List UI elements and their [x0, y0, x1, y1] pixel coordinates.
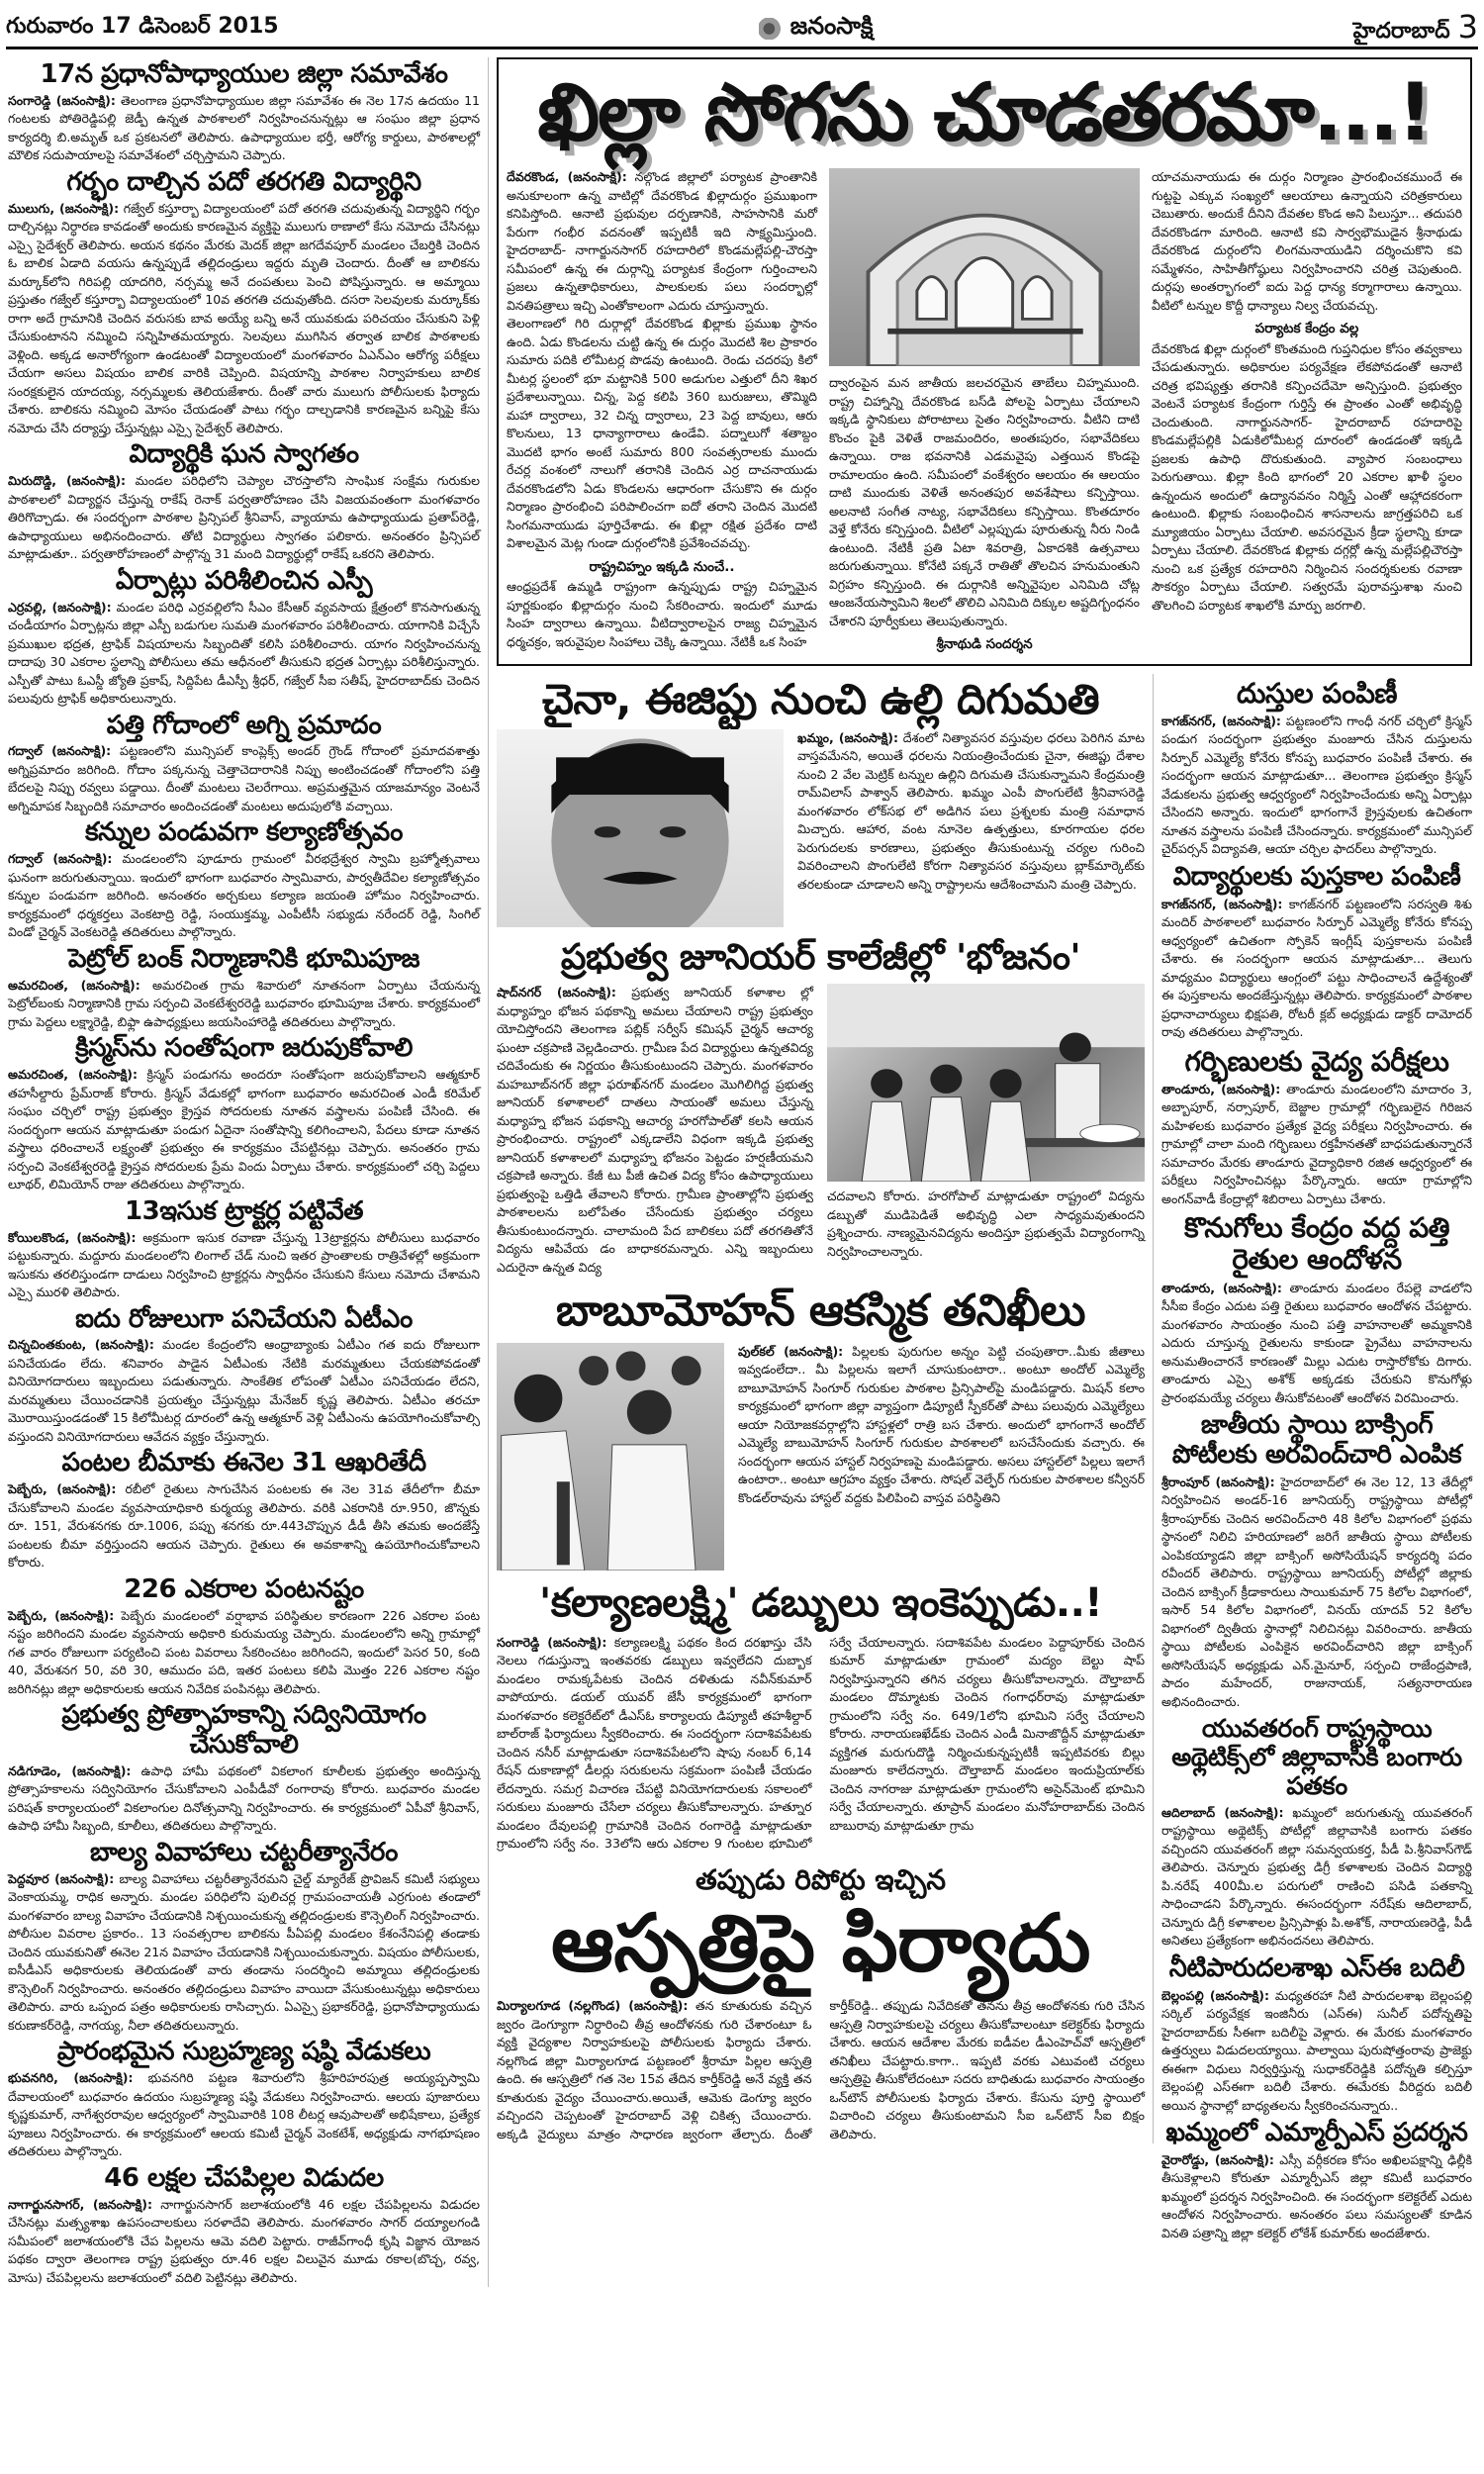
dateline: చిన్నచింతకుంట, (జనంసాక్షి):: [8, 1337, 154, 1353]
article-text: అమరచింత గ్రామ శివారులో నూతనంగా ఏర్పాటు చేయనున్న పెట్రోల్‌బంకు నిర్మాణానికి గ్రామ సర్పంచి వెంకటేశ్వరరెడ్డి బుధవారం భూమిపూజ చేశారు. కార్యక్రమంలో గ్రామ పెద్దలు లక్ష్మారెడ్డి, బిఫ్లా ఉపాధ్యక్షులు జయసింహారెడ్డి తదితరులు పాల్గొన్నారు.: [8, 977, 481, 1029]
dateline: ఆదిలాబాద్ (జనంసాక్షి):: [1161, 1804, 1284, 1820]
dateline: కాగజ్‌నగర్, (జనంసాక్షి):: [1161, 713, 1281, 728]
news-article: [8, 2164, 480, 2287]
article-headline: బాబూమోహన్ ఆకస్మిక తనిఖీలు: [555, 1285, 1086, 1337]
article-body: [8, 1762, 480, 1836]
news-article: [1161, 678, 1472, 859]
subheading: శ్రీనాథుడి సందర్శన: [936, 636, 1033, 652]
fort-arch-photo: [829, 168, 1140, 366]
article-text: గజ్వేల్ కస్తూర్బా విద్యాలయంలో పదో తరగతి చదువుతున్న విద్యార్థిని గర్భం దాల్చినట్లు నిర్ధారణ కావడంతో అందుకు కారణమైన వ్యక్తిపై ములుగు ఠాణాలో కేసు నమోదు చేసినట్లు ఎస్సై సైదేశ్వర్ తెలిపారు. అయన కథనం మేరకు మెదక్ జిల్లా జగదేవపూర్ మండలం చేబర్తికి చెందిన ఓ బాలిక ఏడాది వయసు ఉన్నప్పుడే తల్లిదండ్రులు ఇద్దరు మృతి చెందారు. దీంతో ఆ బాలికను మర్కూక్‌లోని గిరిపల్లి యాదగిరి, నర్సమ్మ అనే దంపతులు పెంచి పోషిస్తున్నారు. ఆ అమ్మాయి ప్రస్తుతం గజ్వేల్ కస్తూర్బా విద్యాలయంలో 10వ తరగతి చదువుతోంది. దసరా సెలవులకు మర్కూక్‌కు రాగా అదే గ్రామానికి చెందిన వరుసకు బావ అయ్యే బన్ని అనే యువకుడు పరిచయం చేసుకుని పెళ్లి చేసుకుంటానని నమ్మించి సన్నిహితమయ్యారు. సెలవులు ముగిసిన తర్వాత బాలిక పాఠశాలకు వెళ్లింది. అక్కడ అనారోగ్యంగా ఉండటంతో విద్యాలయంలో మంగళవారం ఏఎన్‌ఎం ఆరోగ్య పరీక్షలు చేయగా అసలు విషయం బాలిక వారికి చెప్పింది. విషయాన్ని పాఠశాల నిర్వాహకులు బాలిక సంరక్షకులైన యాదయ్య, నర్సమ్మలకు తెలియజేశారు. దీంతో వారు ములుగు పోలీసులకు ఫిర్యాదు చేశారు. బాలికను నమ్మించి మోసం చేయడంతో పాటు గర్భం దాల్చడానికి కారణమైన బన్నిపై కేసు నమోదు చేసి దర్యాప్తు చేస్తున్నట్లు ఎస్సై సైదేశ్వర్ తెలిపారు.: [8, 200, 480, 435]
article-text: అక్రమంగా ఇసుక రవాణా చేస్తున్న 13ట్రాక్టర్లను పోలీసులు బుధవారం పట్టుకున్నారు. మద్దూరు మండలంలోని లింగాల్ చేడ్ నుంచి ఇతర ప్రాంతాలకు రాత్రివేళల్లో అక్రమంగా ఇసుకను తరలిస్తుండగా దాడులు నిర్వహించి ట్రాక్టర్లను స్వాధీనం చేసుకుని కేసులు నమోదు చేశామని ఎస్సై మురళి తెలిపారు.: [8, 1229, 480, 1300]
article-body: [1161, 2151, 1472, 2243]
article-body: [8, 977, 480, 1032]
article-body: [8, 742, 480, 815]
dateline: అమరచింత, (జనంసాక్షి):: [8, 977, 140, 993]
news-article: [8, 1034, 480, 1193]
article-body: [8, 200, 480, 438]
logo-text: జనంసాక్షి: [789, 11, 874, 40]
subheading: రాష్ట్రచిహ్నం ఇక్కడి నుంచే..: [589, 558, 735, 575]
article-body: [507, 168, 817, 315]
article-headline: ఏర్పాట్లు పరిశీలించిన ఎస్పీ: [115, 565, 373, 596]
dateline: వైరారోడ్డు, (జనంసాక్షి):: [1161, 2151, 1274, 2167]
hospital-complaint-article: [497, 1863, 1145, 2144]
article-body: [1161, 1280, 1472, 1408]
news-article: [8, 1197, 480, 1302]
article-body: [497, 1997, 1145, 2143]
news-article: [1161, 1954, 1472, 2115]
middle-news-column: [497, 674, 1154, 2144]
dateline: నడిగూడెం, (జనంసాక్షి):: [8, 1762, 132, 1778]
article-text: తాండూరు మండలంలోని మాదారం 3, అబ్బాపూర్, నర్సాపూర్, బెజ్జాల గ్రామాల్లో గర్భిణులైన గిరిజన మహిళలకు బుధవారం ప్రత్యేక వైద్య పరీక్షలు నిర్వహించారు. ఈ గ్రామాల్లో చాలా మంది గర్భిణులు రక్తహీనతతో బాధపడుతున్నారనే సమాచారం మేరకు తాండూరు వైద్యాధికారి రజిత ఆధ్వర్యంలో ఈ పరీక్షలు నిర్వహించినట్లు పేర్కొన్నారు. ఆయా గ్రామాల్లోని అంగన్‌వాడీ కేంద్రాల్లో శిబిరాలు ఏర్పాటు చేశారు.: [1161, 1081, 1473, 1206]
onion-import-article: [497, 676, 1145, 927]
news-article: [8, 1449, 480, 1571]
article-headline: గర్భిణులకు వైద్య పరీక్షలు: [1184, 1044, 1449, 1078]
article-headline: చైనా, ఈజిప్టు నుంచి ఉల్లి దిగుమతి: [541, 674, 1100, 723]
feature-column-3: [1152, 168, 1462, 615]
feature-column-1: [507, 168, 817, 651]
feature-story-box: [497, 57, 1472, 666]
article-headline: పత్తి గోదాంలో అగ్ని ప్రమాదం: [106, 710, 382, 740]
dateline: ఎర్రవల్లి, (జనంసాక్షి):: [8, 599, 112, 615]
article-headline: క్రిస్మస్‌ను సంతోషంగా జరుపుకోవాలి: [75, 1033, 413, 1064]
article-headline: 13ఇసుక ట్రాక్టర్ల పట్టివేత: [125, 1195, 363, 1226]
article-text: పెబ్బేరు మండలంలో వర్షాభావ పరిస్థితుల కారణంగా 226 ఎకరాల పంట నష్టం జరిగిందని మండల వ్యవసాయ అధికారి కురుమయ్య చెప్పారు. మండలంలోని అన్ని గ్రామాల్లో గత వారం రోజులుగా పర్యటించి పంట వివరాలు సేకరించటం జరిగిందని, ఇందులో పెసర 50, కంది 40, వేరుశనగ 50, వరి 30, ఆముదం పది, ఇతర పంటలు కలిపి మొత్తం 226 ఎకరాల నష్టం జరిగినట్లు జిల్లా అధికారులకు ఆయన నివేదిక పంపినట్లు తెలిపారు.: [8, 1607, 480, 1696]
article-body: [8, 92, 480, 165]
left-news-column: [8, 57, 489, 2287]
article-body: [8, 1607, 480, 1699]
article-text: కాగజ్‌నగర్ పట్టణంలోని సరస్వతి శిశు మందిర్ పాఠశాలలో బుధవారం సిర్పూర్ ఎమ్మెల్యే కోనేరు కోనప్ప ఆధ్వర్యంలో ఉచితంగా స్పోకెన్ ఇంగ్లీష్ పుస్తకాలను పంపిణీ చేశారు. ఈ సందర్భంగా ఆయన మాట్లాడుతూ... తెలుగు మాధ్యమం విద్యార్థులు ఆంగ్లంలో పట్టు సాధించాలనే ఉద్దేశ్యంతో ఈ పుస్తకాలను అందజేస్తున్నట్లు తెలిపారు. కార్యక్రమంలో పాఠశాల ప్రధానాచార్యులు భిక్షపతి, రోటరీ క్లబ్ అధ్యక్షుడు డాక్టర్ దామోదర్ రావు తదితరులు పాల్గొన్నారు.: [1161, 896, 1472, 1040]
article-headline: నీటిపారుదలశాఖ ఎస్‌ఈ బదిలీ: [1168, 1952, 1465, 1983]
headline-kicker: తప్పుడు రిపోర్టు ఇచ్చిన: [695, 1862, 947, 1896]
news-article: [1161, 1411, 1472, 1711]
dateline: అమరచింత, (జనంసాక్షి):: [8, 1067, 138, 1083]
article-headline: 46 లక్షల చేపపిల్లల విడుదల: [104, 2162, 384, 2193]
news-article: [8, 818, 480, 941]
dateline: సంగారెడ్డి (జనంసాక్షి):: [8, 92, 116, 108]
article-headline: పెట్రోల్ బంక్ నిర్మాణానికి భూమిపూజ: [67, 943, 420, 974]
article-text: చదవాలని కోరారు. హరగోపాల్ మాట్లాడుతూ రాష్ట్రంలో విద్యను డబ్బుతో ముడిపెడితే అభివృద్ధి ఎలా సాధ్యమవుతుందని ప్రశ్నించారు. నాణ్యమైనవిద్యను అందిస్తూ ప్రభుత్వమే విద్యారంగాన్ని నిర్వహించాలన్నారు.: [827, 1189, 1145, 1259]
article-text: రబీలో రైతులు సాగుచేసిన పంటలకు ఈ నెల 31వ తేదీలోగా బీమా చేసుకోవాలని మండల వ్యవసాయాధికారి కుర్మయ్య తెలిపారు. వరికి ఎకరానికి రూ.950, జొన్నకు రూ. 151, వేరుశనగకు రూ.1006, పప్పు శనగకు రూ.443చొప్పున డీడీ తీసి తమకు అందజేస్తే పంటలకు బీమా వర్తిస్తుందని ఆయన చెప్పారు. రైతులు ఈ అవకాశాన్ని ఉపయోగించుకోవాలని కోరారు.: [8, 1481, 480, 1570]
news-article: [1161, 863, 1472, 1042]
article-headline: ఖమ్మంలో ఎమ్మార్పీఎస్ ప్రదర్శన: [1165, 2118, 1468, 2148]
article-headline: విద్యార్థులకు పుస్తకాల పంపిణీ: [1172, 861, 1461, 892]
article-body: [1161, 1987, 1472, 2116]
article-text: ద్వారంపైన మన జాతీయ జలచరమైన తాబేలు చిహ్నముంది. రాష్ట్ర చిహ్నాన్ని దేవరకొండ బస్‌డి పోలపై ఏర్పాటు చేయాలని ఇక్కడి స్థానికులు పోరాటాలు సైతం నిర్వహించారు. వీటిని దాటి కొంచం పైకి వెళితే రాజమందిరం, అంతఃపురం, సభావేదికలు ఉన్నాయి. రాజ భవనానికి ఎడమవైపు ఎత్తయిన కొండపై రామాలయం ఉంది. సమీపంలో వంకేశ్వరం ఆలయం ఈ ఆలయం దాటి ముందుకు వెళితే అనంతపుర అవశేషాలు కన్పిస్తాయి. అలనాటి సంగీత నాట్య, సభావేదికలు కన్పిస్తాయి. కొంతదూరం వెళ్తే కోనేరు కన్పిస్తుంది. వీటిలో ఎల్లప్పుడు పూరుతున్న నీరు నిండి ఉంటుంది. నేటికీ ప్రతి ఏటా శివరాత్రి, ఏకాదశికి ఉత్సవాలు జరుగుతున్నాయి. కోనేటి పక్కనే రాతితో తొలచిన హనుమంతుని విగ్రహం కన్పిస్తుంది. ఈ దుర్గానికి అన్నివైపుల ఎనిమిది చోట్ల ఆంజనేయస్వామిని శిలలో తొలిచి ఎనిమిది దిక్కుల అష్టదిగ్బంధనం చేశారని పూర్వీకులు తెలుపుతున్నారు.: [829, 375, 1140, 628]
article-headline: బాల్య వివాహాలు చట్టరీత్యానేరం: [90, 1837, 398, 1867]
portrait-illustration: [497, 729, 784, 927]
lower-area: [497, 674, 1472, 2243]
feature-column-2: [829, 168, 1140, 656]
news-article: [8, 440, 480, 563]
edition-info: [1353, 8, 1478, 48]
masthead: [6, 10, 1478, 49]
article-text: కల్యాణలక్ష్మి పథకం కింద దరఖాస్తు చేసి నెలలు గడుస్తున్నా ఇంతవరకు డబ్బులు ఇవ్వలేదని దుబ్బాక మండలం రామక్కపేటకు చెందిన దళితుడు నవీన్‌కుమార్ వాపోయారు. డయల్ యువర్ జేసీ కార్యక్రమంలో భాగంగా మంగళవారం కలెక్టరేట్‌లో డీఎస్‌ఓ కార్యాలయ డిప్యూటీ తహశీల్దార్ బాల్‌రాజ్ ఫిర్యాదులు స్వీకరించారు. ఈ సందర్భంగా సదాశివపేటకు చెందిన నసీర్ మాట్లాడుతూ సదాశివపేటలోని షాపు నంబర్ 6,14 రేషన్ దుకాణాల్లో డీలర్లు సరుకులను సక్రమంగా పంపిణీ చేయడం లేదన్నారు. సమగ్ర విచారణ చేపట్టి వినియోగదారులకు సకాలంలో సరుకులు మంజూరు చేసేలా చర్యలు తీసుకోవాలన్నారు. హత్నూర మండలం దేవులపల్లి గ్రామానికి చెందిన రంగారెడ్డి మాట్లాడుతూ గ్రామంలోని సర్వే నం. 33లోని ఆరు ఎకరాల 9 గుంటల భూమిలో సర్వే చేయాలన్నారు. సదాశివపేట మండలం పెద్దాపూర్‌కు చెందిన కుమార్ మాట్లాడుతూ గ్రామంలో మద్యం బెల్టు షాప్ నిర్వహిస్తున్నారని తగిన చర్యలు తీసుకోవాలన్నారు. దౌల్తాబాద్ మండలం దొమ్మాటకు చెందిన గంగాధర్‌రావు మాట్లాడుతూ గ్రామంలోని సర్వే నం. 649/1లోని భూమిని సర్వే చేయాలని కోరారు. నారాయణఖేడ్‌కు చెందిన ఎండీ మినాజొద్దీన్ మాట్లాడుతూ వ్యక్తిగత మరుగుదొడ్డి నిర్మించుకున్నప్పటికీ ఇప్పటివరకు బిల్లు మంజూరు కాలేదన్నారు. దౌల్తాబాద్ మండలం ఇందుప్రియాల్‌కు చెందిన నాగరాజు మాట్లాడుతూ గ్రామంలోని అసైన్‌మెంట్ భూమిని సర్వే చేయాలన్నారు. తూప్రాన్ మండలం మనోహరాబాద్‌కు చెందిన బాబురావు మాట్లాడుతూ గ్రామ: [497, 1634, 1145, 1852]
dateline: పుల్‌కల్ (జనంసాక్షి):: [738, 1343, 844, 1359]
article-text: మండలంలోని పూడూరు గ్రామంలో వీరభద్రేశ్వర స్వామి బ్రహ్మోత్సవాలు ఘనంగా జరుగుతున్నాయి. ఇందులో భాగంగా బుధవారం స్వామివారు, పార్వతీదేవిల కల్యాణోత్సవం కన్నుల పండువగా జరిగింది. అనంతరం అర్చకులు కల్యాణ జయంతి హోమం నిర్వహించారు. కార్యక్రమంలో ధర్మకర్తలు వెంకటాద్రి రెడ్డి, సంయుక్తమ్మ, ఎంపీటీసీ సభ్యుడు నరేందర్ రెడ్డి, సింగిల్ విండో చైర్మన్ వెంకటరెడ్డి తదితరులు పాల్గొన్నారు.: [8, 851, 480, 940]
article-text: మండల కేంద్రంలోని ఆంధ్రాబ్యాంకు ఏటీఎం గత ఐదు రోజులుగా పనిచేయడం లేదు. శనివారం పాడైన ఏటీఎంకు నేటికి మరమ్మతులు చేయకపోవడంతో వినియోగదారులు ఇబ్బందులు పడుతున్నారు. సాంకేతిక లోపంతో ఏటీఎం పనిచేయడం లేదని, మరమ్మతులు చేయించడానికి ప్రయత్నం చేస్తున్నట్లు మేనేజర్ కృష్ణ తెలిపారు. ఏటీఎం తరచూ మొరాయిస్తుండడంతో 15 కిలోమీటర్ల దూరంలో ఉన్న ఆత్మకూర్ వెళ్లి ఏటీఎంను ఉపయోగించుకోవాల్సి వస్తుందని వినియోగదారులు ఆవేదన వ్యక్తం చేస్తున్నారు.: [8, 1337, 480, 1444]
article-headline: ప్రభుత్వ ప్రోత్సాహకాన్ని సద్వినియోగం చేసుకోవాలి: [61, 1700, 426, 1760]
article-text: నల్గొండ జిల్లాలో పర్యాటక ప్రాంతానికి అనుకూలంగా ఉన్న వాటిల్లో దేవరకొండ ఖిల్లాదుర్గం ప్రముఖంగా కనిపిస్తోంది. ఆనాటి ప్రభువుల దర్పణానికి, సాహసానికి మరో పేరుగా గంభీర వదనంతో ఇప్పటికీ ఇది సాక్ష్యమిస్తుంది. హైదరాబాద్- నాగార్జునసాగర్ రహదారిలో కొండమల్లేపల్లి-చౌరస్తా సమీపంలో ఉన్న ఈ దుర్గాన్ని పర్యాటక కేంద్రంగా గుర్తించాలని ప్రజలు ఉన్నతాధికారులు, పాలకులకు పలు సందర్భాల్లో వినతిపత్రాలు ఇచ్చి ఎంతోకాలంగా ఎదురు చూస్తున్నారు.: [507, 169, 817, 313]
news-article: [1161, 2119, 1472, 2242]
dateline: దేవరకొండ, (జనంసాక్షి):: [507, 169, 627, 184]
article-body: [8, 2196, 480, 2288]
article-body: [1161, 1804, 1472, 1951]
news-article: [8, 168, 480, 437]
article-text: పట్టణంలోని గాంధీ నగర్ చర్చిలో క్రిస్మస్ పండుగ సందర్భంగా ప్రభుత్వం మంజూరు చేసిన దుస్తులను సిర్పూర్ ఎమ్మెల్యే కోనేరు కోనప్ప బుధవారం పంపిణీ చేశారు. ఈ సందర్భంగా ఆయన మాట్లాడుతూ... తెలంగాణ ప్రభుత్వం క్రిస్మస్ వేడుకలను ప్రభుత్వ ఆధ్వర్యంలో నిర్వహించేందుకు అన్ని ఏర్పాట్లు చేసిందని అన్నారు. ఇందులో భాగంగానే క్రైస్తవులకు ఉచితంగా నూతన వస్త్రాలను పంపిణీ చేసిందన్నారు. కార్యక్రమంలో మున్సిపల్ చైర్‌పర్సన్ విద్యావతి, ఆయా చర్చిల ఫాదర్‌లు పాల్గొన్నారు.: [1161, 713, 1472, 857]
article-body: [8, 472, 480, 564]
news-article: [1161, 1046, 1472, 1209]
news-article: [8, 945, 480, 1031]
kalyana-lakshmi-article: [497, 1580, 1145, 1854]
article-text: పిల్లలకు పురుగుల అన్నం పెట్టి చంపుతారా..మీకు జీతాలు ఇవ్వడంలేదా.. మీ పిల్లలను ఇలాగే చూసుకుంటారా.. అంటూ అందోల్ ఎమ్మెల్యే బాబూమోహన్ సింగూర్ గురుకుల పాఠశాల ప్రిన్సిపాల్‌పై మండిపడ్డారు. మిషన్ కలాం కార్యక్రమంలో భాగంగా జిల్లా వ్యాప్తంగా డిప్యూటీ స్పీకర్‌తో పాటు పలువురు ఎమ్మెల్యేలు ఆయా నియోజకవర్గాల్లోని హాస్టళ్లలో రాత్రి బస చేశారు. అందులో భాగంగానే అందోల్ ఎమ్మెల్యే బాబుమోహన్ సింగూర్ గురుకుల పాఠశాలలో బసచేసేందుకు వచ్చారు. ఈ సందర్భంగా ఆయన హాస్టల్ నిర్వహణపై మండిపడ్డారు. అసలు హాస్టల్‌లో పిల్లలు ఇలాగే ఉంటారా.. అంటూ ఆగ్రహం వ్యక్తం చేశారు. సోషల్ వెల్ఫేర్ గురుకుల పాఠశాలల కన్వీనర్ కొండల్‌రావును హాస్టల్ వద్దకు పిలిపించి వాస్తవ పరిస్థితిని: [738, 1343, 1145, 1505]
dateline: నాగార్జునసాగర్, (జనంసాక్షి):: [8, 2196, 153, 2212]
dateline: తాండూరు, (జనంసాక్షి):: [1161, 1081, 1281, 1096]
article-text: మండల పరిధి ఎర్రవల్లిలోని సీఎం కేసీఆర్ వ్యవసాయ క్షేత్రంలో కొనసాగుతున్న చండీయాగం ఏర్పాట్లను జిల్లా ఎస్పీ బడుగుల సుమతి మంగళవారం పరిశీలించారు. యాగానికి విచ్చేసే ప్రముఖుల భద్రత, ట్రాఫిక్ విషయాలను సిబ్బందితో కలిసి పరిశీలించారు. యాగం నిర్వహించనున్న దాదాపు 30 ఎకరాల స్థలాన్ని పోలీసులు తమ ఆధీనంలో తీసుకుని భద్రత ఏర్పాట్లు పరిశీలిస్తున్నారు. ఎస్పీతో పాటు ఓఎస్డీ జ్యోతి ప్రకాష్, సిద్దిపేట డీఎస్పీ శ్రీధర్, గజ్వేల్ సీఐ సతీష్, హైదరాబాద్‌కు చెందిన పలువురు ట్రాఫిక్ అధికారులున్నారు.: [8, 599, 480, 707]
page-body: [0, 49, 1484, 2287]
article-text: దేవరకొండ ఖిల్లా దుర్గంలో కొంతమంది గుప్తనిధుల కోసం తవ్వకాలు చేపడుతున్నారు. అధికారుల పర్యవేక్షణ లేకపోవడంతో ఆనాటి చరిత్ర భవిష్యత్తు తరానికి కన్పించదేమో అన్పిస్తుంది. ప్రభుత్వం వెంటనే పర్యాటక కేంద్రంగా గుర్తిస్తే ఈ ప్రాంతం ఎంతో అభివృద్ధి చెందుతుంది. నాగార్జునసాగర్- హైదరాబాద్ రహదారిపై కొండమల్లేపల్లికి ఏడుకిలోమీటర్ల దూరంలో ఉండడంతో ఇక్కడి ప్రజలకు ఉపాధి దొరుకుతుంది. వ్యాపార సంబంధాలు పెరుగుతాయి. ఖిల్లా కింది భాగంలో 20 ఎకరాల ఖాళీ స్థలం ఉన్నందున అందులో ఉద్యానవనం నిర్మిస్తే ఎంతో ఆహ్లాదకరంగా ఉంటుంది. ఖిల్లాకు సంబంధించిన శాసనాలను జాగ్రత్తపరిచి ఒక మ్యూజియం ఏర్పాటు చేయాలి. అవసరమైన క్రీడా స్థలాన్ని కూడా ఏర్పాటు చేయాలి. దేవరకొండ ఖిల్లాకు దగ్గర్లో ఉన్న మల్లేపల్లిచౌరస్తా నుంచి ఒక ప్రత్యేక రహదారిని నిర్మించిన సందర్శకులకు రవాణా సౌకర్యం ఏర్పాటు చేయాలి. సత్వరమే పురావస్తుశాఖ నుంచి తొలగించి పర్యాటక శాఖలోకి మార్పు జరగాలి.: [1152, 340, 1462, 613]
dateline: కోయిలకొండ, (జనంసాక్షి):: [8, 1229, 137, 1245]
dateline: మిరుదొడ్డి, (జనంసాక్షి):: [8, 473, 127, 489]
dateline: గద్వాల్ (జనంసాక్షి):: [8, 851, 113, 867]
article-headline: 226 ఎకరాల పంటనష్టం: [124, 1573, 364, 1604]
article-headline: పంటల బీమాకు ఈనెల 31 ఆఖరితేదీ: [61, 1448, 426, 1478]
article-headline: కొనుగోలు కేంద్రం వద్ద పత్తి రైతుల ఆందోళన: [1183, 1211, 1450, 1277]
edition-city: హైదరాబాద్: [1352, 19, 1450, 44]
dateline: కాగజ్‌నగర్, (జనంసాక్షి):: [1161, 896, 1283, 911]
dateline: పెబ్బేరు, (జనంసాక్షి):: [8, 1607, 115, 1623]
news-article: [8, 1305, 480, 1447]
article-headline: కన్నుల పండువగా కల్యాణోత్సవం: [85, 817, 403, 848]
article-text: ఆంధ్రప్రదేశ్ ఉమ్మడి రాష్ట్రంగా ఉన్నప్పుడు రాష్ట్ర చిహ్నమైన పూర్ణకుంభం ఖిల్లాదుర్గం నుంచి సేకరించారు. ఇందులో మూడు సింహ ద్వారాలు ఉన్నాయి. వీటిద్వారాలపైన రాజ్య చిహ్నమైన ధర్మచక్రం, ఇరువైపుల సింహాలు చెక్కి ఉన్నాయి. నేటికీ ఒక సింహ: [507, 579, 817, 649]
article-headline: 'కల్యాణలక్ష్మి' డబ్బులు ఇంకెప్పుడు..!: [538, 1579, 1103, 1626]
article-text: క్రిస్మస్ పండుగను అందరూ సంతోషంగా జరుపుకోవాలని ఆత్మకూర్ తహసీల్దారు ప్రేమ్‌రాజ్ కోరారు. క్రిస్మస్ వేడుకల్లో భాగంగా బుధవారం అమరచింత ఎండీ కరిమేల్ సంఘం చర్చిలో రాష్ట్ర ప్రభుత్వం క్రైస్తవ సోదరులకు నూతన వస్త్రాలను పంపిణీ చేసింది. ఈ సందర్భంగా ఆయన మాట్లాడుతూ పండుగ ఏదైనా సంతోషాన్ని కలిగించాలని, పేదలు కూడా నూతన వస్త్రాలు ధరించాలనే లక్ష్యంతో ప్రభుత్వం ఈ కార్యక్రమం చేపట్టినట్లు చెప్పారు. అనంతరం గ్రామ సర్పంచి వెంకటేశ్వరరెడ్డి క్రైస్తవ సోదరులకు ప్రేమ విందు ఏర్పాటు చేశారు. కార్యక్రమంలో చర్చి పెద్దలు లూథర్, లిమియోన్ రాజు తదితరులు పాల్గొన్నారు.: [8, 1067, 480, 1192]
news-article: [8, 2038, 480, 2160]
article-body: [8, 1870, 480, 2036]
article-body: [8, 1229, 480, 1302]
article-headline: ప్రారంభమైన సుబ్రహ్మణ్య షష్ఠి వేడుకలు: [56, 2037, 431, 2067]
article-text: మధ్యతరహా నీటి పారుదలశాఖ బెల్లంపల్లి సర్కిల్ పర్యవేక్షక ఇంజినీరు (ఎస్ఈ) సునీల్ పదోన్నతిపై హైదరాబాద్‌కు సీఈగా బదిలీపై వెళ్లారు. ఈ మేరకు మంగళవారం ఉత్తర్వులు విడుదలయ్యాయి. పాల్వాయి పురుషోత్తంరావు ప్రాజెక్టు ఈఈగా విధులు నిర్వర్తిస్తున్న సుధాకర్‌రెడ్డికి పదోన్నతి కల్పిస్తూ బెల్లంపల్లి ఎస్ఈగా బదిలీ చేశారు. ఈమేరకు వీరిద్దరు బదిలీ అయిన స్థానాల్లో బాధ్యతలను స్వీకరించనున్నారు..: [1161, 1987, 1472, 2113]
article-text: యాచమనాయుడు ఈ దుర్గం నిర్మాణం ప్రారంభించకముందే ఈ గుట్టపై ఎక్కువ సంఖ్యలో ఆలయాలు ఉన్నాయని చరిత్రకారులు చెబుతారు. అందుకే దీనిని దేవతల కొండ అని పిలుస్తూ... తదుపరి దేవరకొండగా మారింది. ఆనాటి కవి సార్వభౌముడైన శ్రీనాథుడు దేవరకొండ దుర్గంలోని లింగమనాయుడిని దర్శించుకొని కవి సమ్మేళనం, సాహితీగోష్ఠులు నిర్వహించారని చరిత్ర చెపుతుంది. దుర్గపు అంతర్భాగంలో ఐదు పెద్ద ధాన్య కర్మాగారాలు ఉన్నాయి. వీటిలో టన్నుల కొద్దీ ధాన్యాలు నిల్వ చేయవచ్చు.: [1152, 169, 1462, 313]
dateline: గద్వాల్ (జనంసాక్షి):: [8, 743, 112, 759]
article-headline: ఆస్పత్రిపై ఫిర్యాదు: [551, 1897, 1090, 1990]
article-text: నాగార్జునసాగర్ జలాశయంలోకి 46 లక్షల చేపపిల్లలను విడుదల చేసినట్లు మత్స్యశాఖ ఉపసంచాలకులు సరళాదేవి తెలిపారు. మంగళవారం సాగర్ దయ్యాలగండి సమీపంలో జలాశయంలోకి చేప పిల్లలను ఆమె వదిలి పెట్టారు. రాజీవ్‌గాంధీ కృషి విజ్ఞాన యోజన పథకం ద్వారా తెలంగాణ రాష్ట్ర ప్రభుత్వం రూ.46 లక్షల విలువైన మూడు రకాల(బొచ్చ, రవ్వ, మోసు) చేపపిల్లలను జలాశయంలో వదిలి పెట్టినట్లు తెలిపారు.: [8, 2196, 481, 2285]
feature-columns: [507, 168, 1462, 656]
right-news-column: [1154, 674, 1472, 2243]
article-text: ఖమ్మంలో జరుగుతున్న యువతరంగ్ రాష్ట్రస్థాయి అథ్లెటిక్స్ పోటీల్లో జిల్లావాసికి బంగారు పతకం వచ్చిందని యువతరంగ్ జిల్లా సమన్వయకర్త, పీడీ పి.శ్రీనివాస్‌గౌడ్ తెలిపారు. చెన్నూరు ప్రభుత్వ డిగ్రీ కళాశాలకు చెందిన విద్యార్థి పి.నరేష్ 400మీ.ల పరుగులో రాణించి పసిడి పతకాన్ని సాధించాడని పేర్కొన్నారు. ఈసందర్భంగా నరేష్‌కు ఆదిలాబాద్, చెన్నూరు డిగ్రీ కళాశాలల ప్రిన్సిపాళ్లు పి.అశోక్, నారాయణరెడ్డి, పీడీ అనితలు ప్రత్యేకంగా అభినందనలు తెలిపారు.: [1161, 1804, 1472, 1949]
article-headline: దుస్తుల పంపిణీ: [1236, 676, 1398, 710]
babu-mohan-inspection-article: [497, 1286, 1145, 1570]
news-article: [1161, 1715, 1472, 1950]
feature-headline: ఖిల్లా సోగసు చూడతరమా...!: [537, 66, 1432, 158]
dateline: ములుగు, (జనంసాక్షి):: [8, 200, 120, 216]
news-article: [8, 60, 480, 165]
article-body: [1161, 896, 1472, 1042]
subheading: పర్యాటక కేంద్రం వల్ల: [1254, 321, 1359, 336]
article-text: ఉపాధి హామీ పథకంలో వికలాంగ కూలీలకు ప్రభుత్వం అందిస్తున్న ప్రోత్సాహకాలను సద్వినియోగం చేసుకోవాలని ఎంపీడీవో రంగారావు కోరారు. బుధవారం మండల పరిషత్ కార్యాలయంలో వికలాంగుల దినోత్సవాన్ని నిర్వహించారు. ఈ కార్యక్రమంలో ఏపీవో శ్రీనివాస్, ఉపాధి హామీ సిబ్బంది, కూలీలు, తదితరులు పాల్గొన్నారు.: [8, 1762, 480, 1834]
article-text: తెలంగాణలో గిరి దుర్గాల్లో దేవరకొండ ఖిల్లాకు ప్రముఖ స్థానం ఉంది. ఏడు కొండలను చుట్టి ఉన్న ఈ దుర్గం మొదటి శిల ప్రాకారం సుమారు పదికి లోమీటర్ల పొడవు ఉంటుంది. రెండు చదరపు కిలో మీటర్ల స్థలంలో భూ మట్టానికి 500 అడుగుల ఎత్తులో దీని శిఖర ప్రదేశాలున్నాయి. చిన్న, పెద్ద కలిపి 360 బురుజులు, తొమ్మిది మహా ద్వారాలు, 32 చిన్న ద్వారాలు, 23 పెద్ద బావులు, ఆరు కొలనులు, 13 ధాన్యాగారాలు ఉండేవి. పద్నాలుగో శతాబ్దం మొదటి భాగం అంటే సుమారు 800 సంవత్సరాలకు ముందు రేచర్ల వంశంలో నాలుగో తరానికి చెందిన ఎర్ర దాచనాయుడు దేవరకొండలోని ఏడు కొండలను ఆధారంగా చేసుకొని ఈ దుర్గం నిర్మాణం ప్రారంభించి పరిపాలించగా ఐదో తరాని చెందిన మొదటి సింగమనాయుడు పూర్తిచేశాడు. ఈ ఖిల్లా రక్షిత ప్రదేశం దాటి విశాలమైన మెట్ల గుండా దుర్గంలోనికి ప్రవేశించవచ్చు.: [507, 316, 817, 550]
dateline: సంగారెడ్డి (జనంసాక్షి):: [497, 1634, 607, 1650]
article-body: [1161, 1474, 1472, 1712]
article-text: తాండూరు మండలం రేపల్లె వాడలోని సీసీఐ కేంద్రం ఎదుట పత్తి రైతులు బుధవారం ఆందోళన చేపట్టారు. మంగళవారం సాయంత్రం నుంచి పత్తి వాహనాలతో అమ్మకానికి ఎదురు చూస్తున్న రైతులను కాకుండా ప్రైవేటు వాహనాలను అనుమతించారనే కారణంతో మిల్లు ఎదుట రాస్తారోకోకు దిగారు. తాండూరు ఎస్సై అశోక్ అక్కడకు చేరుకుని కొనుగోళ్లు ప్రారంభమయ్యే చర్యలు తీసుకోవటంతో ఆందోళన విరమించారు.: [1161, 1280, 1472, 1405]
news-article: [8, 1575, 480, 1698]
article-body: [8, 1336, 480, 1446]
students-meal-photo: [827, 984, 1145, 1182]
article-body: [497, 984, 813, 1277]
dateline: పెబ్బేరు, (జనంసాక్షి):: [8, 1481, 117, 1497]
dateline: మిర్యాలగూడ (నల్లగొండ) (జనంసాక్షి):: [497, 1998, 689, 2014]
dateline: భువనగిరి, (జనంసాక్షి):: [8, 2070, 134, 2086]
article-headline: ప్రభుత్వ జూనియర్ కాలేజీల్లో 'భోజనం': [560, 936, 1081, 978]
article-headline: యువతరంగ్ రాష్ట్రస్థాయి అథ్లెటిక్స్‌లో జిల్లావాసికి బంగారు పతకం: [1171, 1714, 1462, 1800]
page-number: 3: [1457, 8, 1478, 46]
article-text: మండల పరిధిలోని చెప్యాల చౌరస్తాలోని సాంఘిక సంక్షేమ గురుకుల పాఠశాలలో విద్యార్జన చేస్తున్న రాకేష్ రెనాక్ పర్వతారోహణం చేసి విజయవంతంగా మంగళవారం తిరిగొచ్చాడు. ఈ సందర్భంగా పాఠశాల ప్రిన్సిపల్ శ్రీనివాస్, వ్యాయామ ఉపాధ్యాయుడు ప్రతాప్‌రెడ్డి, ఉపాధ్యాయులు అభినందించారు. తోటి విద్యార్థులు స్వాగతం పలికారు. అనంతరం ప్రిన్సిపల్ మాట్లాడుతూ.. పర్వతారోహణంలో పాల్గొన్న 31 మంది విద్యార్థుల్లో రాకేష్ ఒకరని తెలిపారు.: [8, 473, 480, 562]
news-article: [8, 1839, 480, 2035]
article-headline: 17న ప్రధానోపాధ్యాయుల జిల్లా సమావేశం: [40, 59, 448, 89]
article-headline: విద్యార్థికి ఘన స్వాగతం: [129, 439, 359, 470]
article-body: [8, 1066, 480, 1194]
article-text: పట్టణంలోని మున్సిపల్ కాంప్లెక్స్ అండర్ గ్రౌండ్ గోదాంలో ప్రమాదవశాత్తు అగ్నిప్రమాదం జరిగింది. గోదాం పక్కనున్న చెత్తాచెదారానికి నిప్పు అంటించడంతో గోదాంలోని పత్తి బేదలపై నిప్పు రవ్వలు పడ్డాయి. దీంతో మంటలు చెలరేగాయి. అప్రమత్తమైన యాజమాన్యం వెంటనే అగ్నిమాపక సిబ్బందికి సమాచారం అందించడంతో మంటలు అదుపులోకి వచ్చాయి.: [8, 743, 480, 813]
right-area: [489, 57, 1472, 2242]
article-headline: ఐదు రోజులుగా పనిచేయని ఏటీఎం: [75, 1303, 413, 1334]
newspaper-logo: [759, 12, 874, 46]
junior-college-meals-article: [497, 937, 1145, 1277]
dateline: పెద్దవూర (జనంసాక్షి):: [8, 1870, 115, 1886]
mla-inspection-photo: [497, 1343, 724, 1570]
article-text: తన కూతురుకు వచ్చిన జ్వరం డెంగ్యూగా నిర్ధారించి తీవ్ర ఆందోళనకు గురి చేశారంటూ ఓ వ్యక్తి వైద్యశాల నిర్వాహకులపై పోలీసులకు ఫిర్యాదు చేశారు. నల్లగొండ జిల్లా మిర్యాలగూడ పట్టణంలో శ్రీరామా పిల్లల ఆస్పత్రి ఉంది. ఈ ఆస్పత్రిలో గత నెల 15వ తేదిన కార్తీక్‌రెడ్డి అనే వ్యక్తి తన కూతురుకు వైద్యం చేయించారు.అయితే, ఆమెకు డెంగ్యూ జ్వరం వచ్చిందని చెప్పటంతో హైదరాబాద్ వెళ్లి చికిత్స చేయించారు. అక్కడి వైద్యులు మాత్రం సాధారణ జ్వరంగా తేల్చారు. దీంతో కార్తీక్‌రెడ్డి.. తప్పుడు నివేదికతో తనను తీవ్ర ఆందోళనకు గురి చేసిన ఆస్పత్రి నిర్వాహకులపై చర్యలు తీసుకోవాలంటూ కలెక్టర్‌కు ఫిర్యాదు చేశారు. ఆయన ఆదేశాల మేరకు ఐడీవల డీఎంహెచ్‌వో ఆస్పత్రిలో తనిఖీలు చేపట్టారు.కాగా.. ఇప్పటి వరకు ఎటువంటి చర్యలు ఆస్పత్రిపై తీసుకోలేదంటూ సదరు బాధితుడు బుధవారం సాయంత్రం ఒన్‌టౌన్ పోలీసులకు ఫిర్యాదు చేశారు. కేసును పూర్తి స్థాయిలో విచారించి చర్యలు తీసుకుంటామని సీఐ ఒన్‌టౌన్ సీఐ బిక్షం తెలిపారు.: [497, 1998, 1145, 2141]
fort-arch-illustration: [829, 168, 1140, 366]
dateline: ఖమ్మం, (జనంసాక్షి):: [797, 729, 898, 745]
article-body: [8, 1480, 480, 1572]
article-text: దేశంలో నిత్యావసర వస్తువుల ధరలు పెరిగిన మాట వాస్తవమేనని, అయితే ధరలను నియంత్రించేందుకు చైనా, ఈజిప్టు దేశాల నుంచి 2 వేల మెట్రిక్ టన్నుల ఉల్లిని దిగుమతి చేసుకున్నామని కేంద్రమంత్రి రామ్‌విలాస్ పాశ్వాన్ తెలిపారు. ఖమ్మం ఎంపీ పొంగులేటి శ్రీనివాసరెడ్డి మంగళవారం లోక్‌సభ లో అడిగిన పలు ప్రశ్నలకు మంత్రి సమాధాన మిచ్చారు. ఆహార, వంట నూనెల ఉత్పత్తులు, కూరగాయల ధరల పెరుగుదలకు కారణాలు, ప్రభుత్వం తీసుకుంటున్న చర్యల గురించి వివరించాలని పొంగులేటి కోరగా నిత్యావసర వస్తువులు బ్లాక్‌మార్కెట్‌కు తరలకుండా చూడాలని అన్ని రాష్ట్రాలను ఆదేశించామని మంత్రి చెప్పారు.: [797, 729, 1145, 892]
article-body: [8, 850, 480, 942]
article-text: హైదరాబాద్‌లో ఈ నెల 12, 13 తేదీల్లో నిర్వహించిన అండర్-16 జూనియర్స్ రాష్ట్రస్థాయి పోటీల్లో శ్రీరాంపూర్‌కు చెందిన అరవింద్‌చారి 48 కిలోల విభాగంలో ప్రథమ స్థానంలో నిలిచి హరియాణలో జరిగే జాతీయ స్థాయి పోటీలకు ఎంపికయ్యాడని జిల్లా బాక్సింగ్ అసోసియేషన్ కార్యదర్శి పదం రవీందర్ తెలిపారు. రాష్ట్రస్థాయి జూనియర్స్ పోటీల్లో జిల్లాకు చెందిన బాక్సింగ్ క్రీడాకారులు సాయికుమార్ 75 కిలోల విభాగంలో, ఇసార్ 54 కిలోల విభాగంలో, వినయ్ యాదవ్ 52 కిలోల విభాగంలో ద్వితీయ స్థానాల్లో నిలిచినట్లు వివరించారు. జాతీయ స్థాయి పోటీలకు ఎంపికైన అరవింద్‌చారిని జిల్లా బాక్సింగ్ అసోసియేషన్ అధ్యక్షుడు ఎన్.మైనూర్, సర్పంచి రాజేంద్రపాణి, పాదం మహేందర్, రాజునాయక్, సత్యనారాయణ అభినందించారు.: [1161, 1474, 1472, 1709]
students-illustration: [827, 984, 1145, 1182]
issue-date: గురువారం 17 డిసెంబర్ 2015: [6, 13, 279, 39]
article-text: బాల్య వివాహాలు చట్టరీత్యానేరమని చైల్డ్ మ్యారేజ్ ప్రొవిజన్ కమిటీ సభ్యులు వెంకాయమ్మ, రాధిక అన్నారు. మండల పరిధిలోని పులిచర్ల గ్రామపంచాయతీ ఎర్రగుంట తండాలో మంగళవారం బాల్య వివాహం చేయడానికి నిశ్చయించుకున్న తల్లిదండ్రులకు కౌన్సెలింగ్ నిర్వహించారు. పోలీసుల వివరాల ప్రకారం.. 13 సంవత్సరాల బాలికను పీఏపల్లి మండలం కేశంనేనిపల్లి తండాకు చెందిన యువకునితో ఈనెల 21న వివాహం చేయడానికి నిశ్చయించుకున్నారు. విషయం పోలీసులకు, ఐసీడీఎస్ అధికారులకు తెలియడంతో వారు తండాను సందర్శించి అమ్మాయి తల్లిదండ్రులకు కౌన్సెలింగ్ నిర్వహించారు. అనంతరం తల్లిదండ్రులు వివాహం వాయిదా వేసుకుంటున్నట్లు అధికారులు తెలిపారు. వారు ఒప్పంద పత్రం అధికారులకు రాసిచ్చారు. ఏఎస్సై ప్రభాకర్‌రెడ్డి, ప్రధానోపాధ్యాయుడు కరుణాకర్‌రెడ్డి, నాగయ్య, నీలా తదితరులున్నారు.: [8, 1870, 480, 2033]
article-text: భువనగిరి పట్టణ శివారులోని శ్రీహరిహరపుత్ర అయ్యప్పస్వామి దేవాలయంలో బుధవారం ఉదయం సుబ్రహ్మణ్య షష్ఠి వేడుకలు నిర్వహించారు. ఆలయ పూజారులు కృష్ణకుమార్, నాగేశ్వరరావుల ఆధ్వర్యంలో స్వామివారికి 108 లీటర్ల ఆవుపాలతో అభిషేకాలు, ప్రత్యేక పూజలు నిర్వహించారు. ఈ కార్యక్రమంలో ఆలయ కమిటీ చైర్మన్ వెంకటేశ్, అధ్యక్షుడు నాగభూషణం తదితరులు పాల్గొన్నారు.: [8, 2070, 480, 2159]
article-body: [797, 729, 1145, 895]
news-article: [8, 712, 480, 816]
news-article: [1161, 1212, 1472, 1407]
news-article: [8, 567, 480, 709]
article-body: [1161, 1081, 1472, 1209]
dateline: బెల్లంపల్లి (జనంసాక్షి):: [1161, 1987, 1269, 2003]
dateline: తాండూరు, (జనంసాక్షి):: [1161, 1280, 1282, 1295]
dateline: షాద్‌నగర్ (జనంసాక్షి):: [497, 985, 616, 1000]
article-body: [497, 1634, 1145, 1854]
inspection-illustration: [497, 1343, 724, 1570]
article-text: ఎస్సీ వర్గీకరణ కోసం అఖిలపక్షాన్ని ఢిల్లీకి తీసుకెళ్లాలని కోరుతూ ఎమ్మార్పీఎస్ జిల్లా కమిటీ బుధవారం ఖమ్మంలో ప్రదర్శన నిర్వహించింది. ఈ సందర్భంగా కలెక్టరేట్ ఎదుట ఆందోళన నిర్వహించారు. అనంతరం పలు సమస్యలతో కూడిన వినతి పత్రాన్ని జిల్లా కలెక్టర్ లోకేశ్ కుమార్‌కు అందజేశారు.: [1161, 2151, 1472, 2240]
article-body: [1161, 713, 1472, 859]
dateline: శ్రీరాంపూర్ (జనంసాక్షి):: [1161, 1474, 1275, 1489]
logo-emblem-icon: [759, 18, 785, 40]
article-text: ప్రభుత్వ జూనియర్ కళాశాల ల్లో మధ్యాహ్నం భోజన పథకాన్ని అమలు చేయాలని రాష్ట్ర ప్రభుత్వం యోచిస్తోందని తెలంగాణ పబ్లిక్ సర్వీస్ కమిషన్ చైర్మన్ ఆచార్య ఘంటా చక్రపాణి వెల్లడించారు. గ్రామీణ పేద విద్యార్థులు ఉన్నతవిద్య చదివేందుకు ఈ నిర్ణయం తీసుకుంటుందని చెప్పారు. మంగళవారం మహబూబ్‌నగర్ జిల్లా ఫరూఖ్‌నగర్ మండలం మొగిలిగిద్ద ప్రభుత్వ జూనియర్ కళాశాలలో దాతలు సాయంతో అమలు చేస్తున్న మధ్యాహ్న భోజన పథకాన్ని ఆచార్య హరగోపాల్‌తో కలసి ఆయన ప్రారంభించారు. రాష్ట్రంలో ఎక్కడాలేని విధంగా ఇక్కడి ప్రభుత్వ జూనియర్ కళాశాలలో మధ్యాహ్న భోజనం పెట్టడం హర్షణీయమని చక్రపాణి అన్నారు. కేజీ టు పీజీ ఉచిత విద్య కోసం ఉపాధ్యాయులు ప్రభుత్వంపై ఒత్తిడి తేవాలని కోరారు. గ్రామీణ ప్రాంతాల్లోని ప్రభుత్వ పాఠశాలలను బలోపేతం చేసేందుకు ప్రభుత్వం చర్యలు తీసుకుంటుందన్నారు. చాలామంది పేద బాలికలు పదో తరగతితోనే విద్యను ఆపివేయ డం బాధాకరమన్నారు. ఎన్ని ఇబ్బందులు ఎదురైనా ఉన్నత విద్య: [497, 985, 813, 1275]
article-text: తెలంగాణ ప్రధానోపాధ్యాయుల జిల్లా సమావేశం ఈ నెల 17న ఉదయం 11 గంటలకు పోతిరెడ్డిపల్లి జెడ్పీ ఉన్నత పాఠశాలలో నిర్వహించనున్నట్లు ఆ సంఘం జిల్లా ప్రధాన కార్యదర్శి బి.అమృత్ ఒక ప్రకటనలో తెలిపారు. ఉపాధ్యాయుల భర్తీ, ఆరోగ్య కార్డులు, పాఠశాలల్లో మౌలిక సదుపాయాలపై సమావేశంలో చర్చిస్తామని చెప్పారు.: [8, 92, 480, 163]
article-body: [738, 1343, 1145, 1508]
news-article: [8, 1701, 480, 1836]
article-body: [8, 2069, 480, 2161]
article-headline: జాతీయ స్థాయి బాక్సింగ్ పోటీలకు అరవింద్‌చారి ఎంపిక: [1171, 1410, 1462, 1471]
minister-portrait-photo: [497, 729, 784, 927]
article-body: [8, 599, 480, 709]
article-headline: గర్భం దాల్చిన పదో తరగతి విద్యార్థిని: [66, 166, 421, 197]
